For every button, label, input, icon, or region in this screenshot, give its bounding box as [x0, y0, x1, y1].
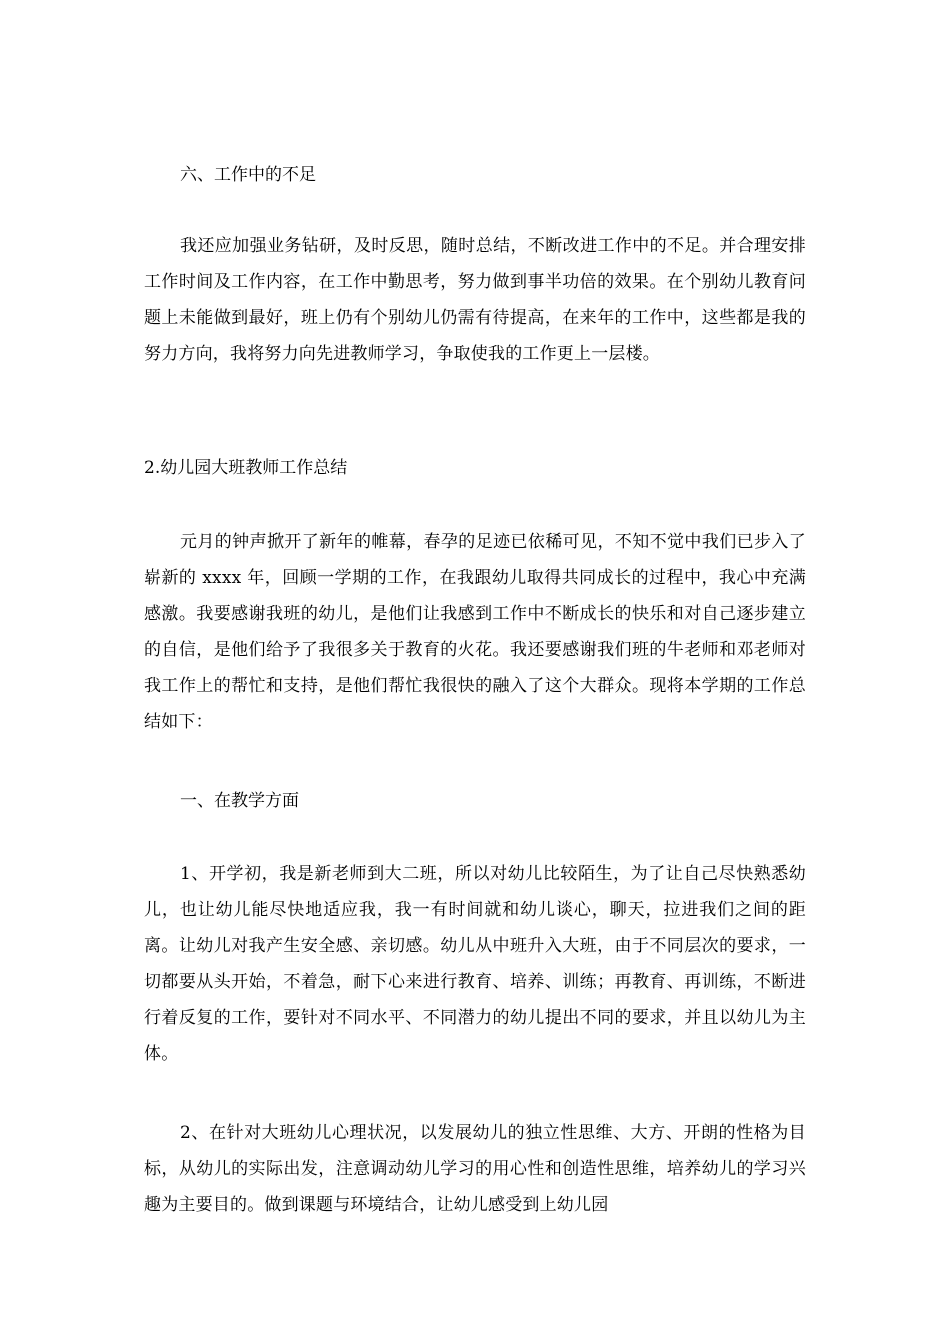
section-heading-shortcomings: 六、工作中的不足: [180, 165, 316, 185]
article-title: 2.幼儿园大班教师工作总结: [144, 458, 348, 478]
paragraph-intro: 元月的钟声掀开了新年的帷幕，春孕的足迹已依稀可见，不知不觉中我们已步入了崭新的 xxxx 年，回顾一学期的工作，在我跟幼儿取得共同成长的过程中，我心中充满感激。我要感谢我班的幼儿，是他们让我感到工作中不断成长的快乐和对自己逐步建立的自信，是他们给予了我很多关于教育的火花。我还要感谢我们班的牛老师和邓老师对我工作上的帮忙和支持，是他们帮忙我很快的融入了这个大群众。现将本学期的工作总结如下：: [144, 532, 806, 732]
paragraph-teaching-1: 1、开学初，我是新老师到大二班，所以对幼儿比较陌生，为了让自己尽快熟悉幼儿，也让幼儿能尽快地适应我，我一有时间就和幼儿谈心，聊天，拉进我们之间的距离。让幼儿对我产生安全感、亲切感。幼儿从中班升入大班，由于不同层次的要求，一切都要从头开始，不着急，耐下心来进行教育、培养、训练；再教育、再训练，不断进行着反复的工作，要针对不同水平、不同潜力的幼儿提出不同的要求，并且以幼儿为主体。: [144, 864, 806, 1064]
paragraph-teaching-2: 2、在针对大班幼儿心理状况，以发展幼儿的独立性思维、大方、开朗的性格为目标，从幼儿的实际出发，注意调动幼儿学习的用心性和创造性思维，培养幼儿的学习兴趣为主要目的。做到课题与环境结合，让幼儿感受到上幼儿园: [144, 1123, 806, 1215]
section-heading-teaching: 一、在教学方面: [180, 791, 299, 811]
paragraph-shortcomings: 我还应加强业务钻研，及时反思，随时总结，不断改进工作中的不足。并合理安排工作时间及工作内容，在工作中勤思考，努力做到事半功倍的效果。在个别幼儿教育问题上未能做到最好，班上仍有个别幼儿仍需有待提高，在来年的工作中，这些都是我的努力方向，我将努力向先进教师学习，争取使我的工作更上一层楼。: [144, 236, 806, 364]
